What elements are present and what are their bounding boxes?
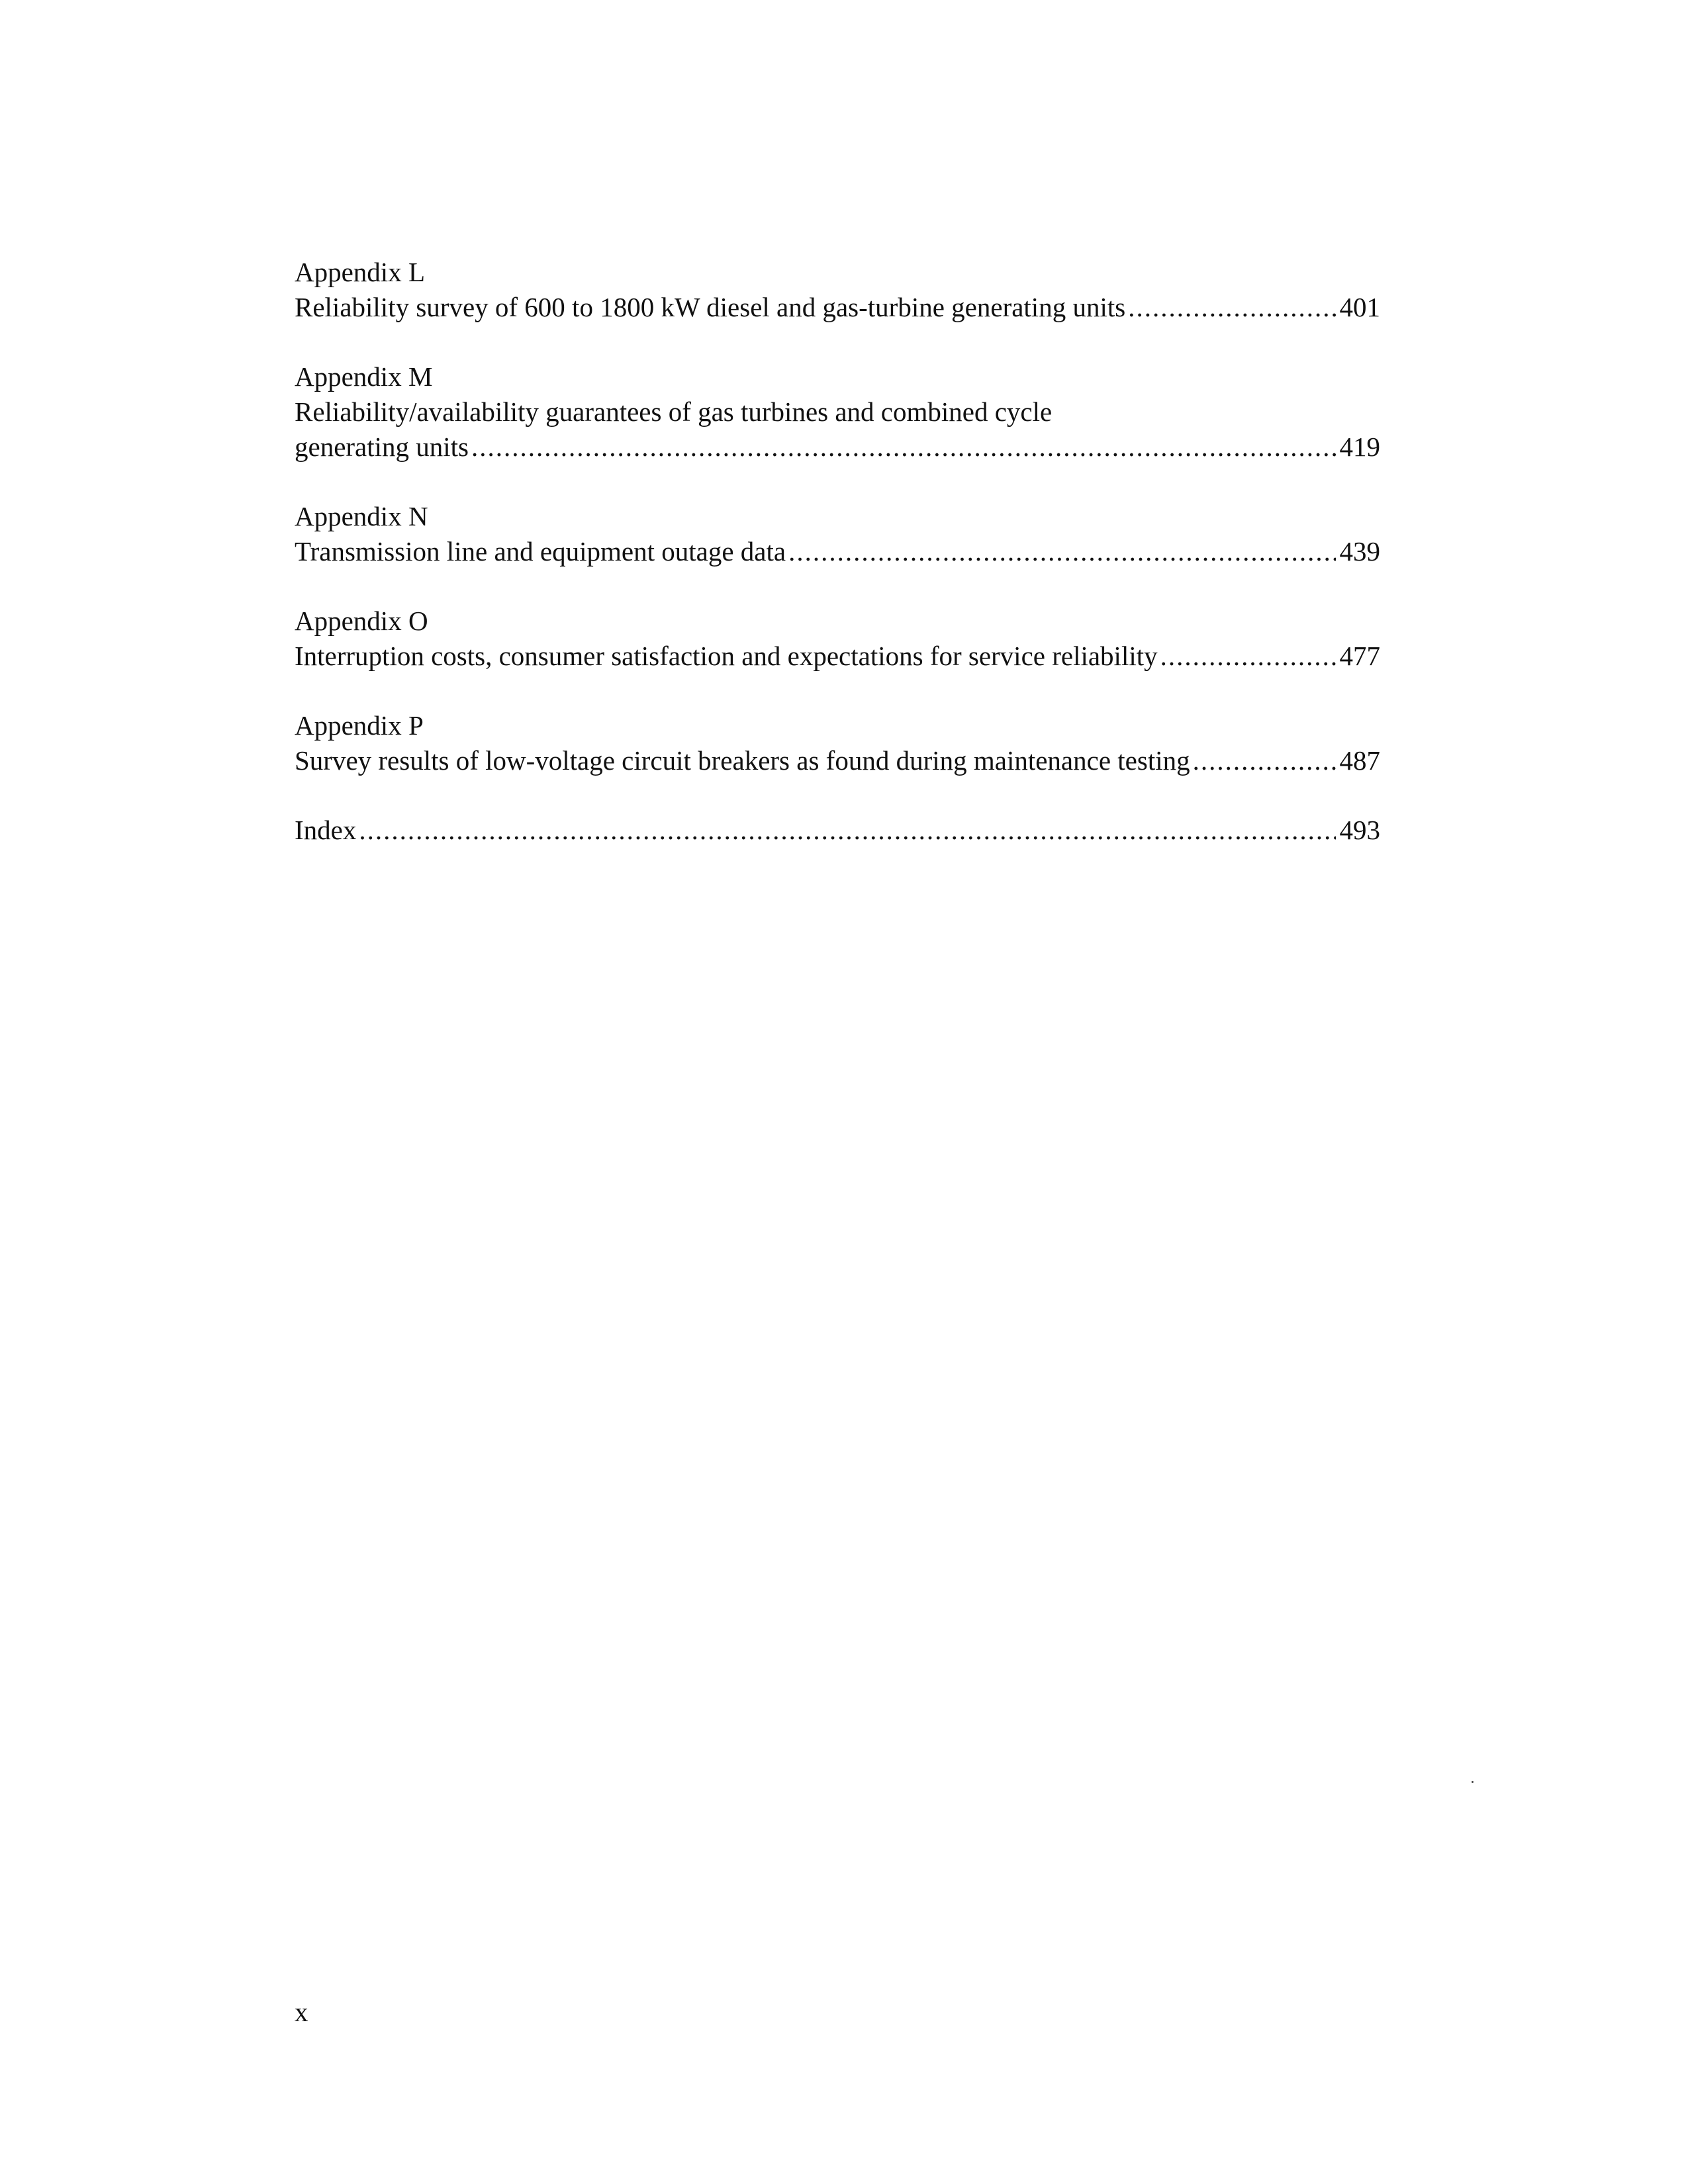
toc-entry-index	[295, 813, 1380, 848]
toc-title: Transmission line and equipment outage data	[295, 536, 786, 567]
toc-line	[295, 639, 1380, 674]
table-of-contents	[295, 255, 1380, 882]
toc-heading: Appendix M	[295, 361, 433, 392]
toc-page-number: 401	[1339, 292, 1380, 322]
toc-entry-appendix-p	[295, 708, 1380, 778]
toc-title: Survey results of low-voltage circuit breakers as found during maintenance testing	[295, 745, 1190, 776]
toc-title: Index	[295, 815, 357, 845]
toc-title-line: Reliability/availability guarantees of gas turbines and combined cycle	[295, 396, 1053, 427]
toc-heading: Appendix P	[295, 710, 424, 741]
toc-title: generating units	[295, 432, 469, 462]
toc-page-number: 487	[1339, 745, 1380, 776]
scan-speck	[1472, 1781, 1474, 1783]
toc-title: Reliability survey of 600 to 1800 kW diesel and gas-turbine generating units	[295, 292, 1126, 322]
toc-heading: Appendix O	[295, 606, 428, 636]
dot-leader	[1193, 743, 1336, 778]
toc-entry-appendix-o	[295, 604, 1380, 674]
toc-line	[295, 430, 1380, 465]
dot-leader	[359, 813, 1335, 848]
toc-page-number: 477	[1339, 641, 1380, 671]
toc-line	[295, 534, 1380, 569]
toc-entry-appendix-m	[295, 359, 1380, 465]
toc-entry-appendix-l	[295, 255, 1380, 325]
toc-page-number: 419	[1339, 432, 1380, 462]
page-folio: x	[295, 1997, 308, 2027]
dot-leader	[1160, 639, 1336, 674]
dot-leader	[471, 430, 1335, 465]
toc-page-number: 439	[1339, 536, 1380, 567]
dot-leader	[788, 534, 1335, 569]
toc-title: Interruption costs, consumer satisfaction and expectations for service reliability	[295, 641, 1158, 671]
toc-line	[295, 813, 1380, 848]
toc-line	[295, 290, 1380, 325]
toc-line	[295, 743, 1380, 778]
dot-leader	[1128, 290, 1335, 325]
toc-page-number: 493	[1339, 815, 1380, 845]
toc-heading: Appendix N	[295, 501, 428, 531]
toc-entry-appendix-n	[295, 499, 1380, 569]
toc-heading: Appendix L	[295, 257, 425, 287]
